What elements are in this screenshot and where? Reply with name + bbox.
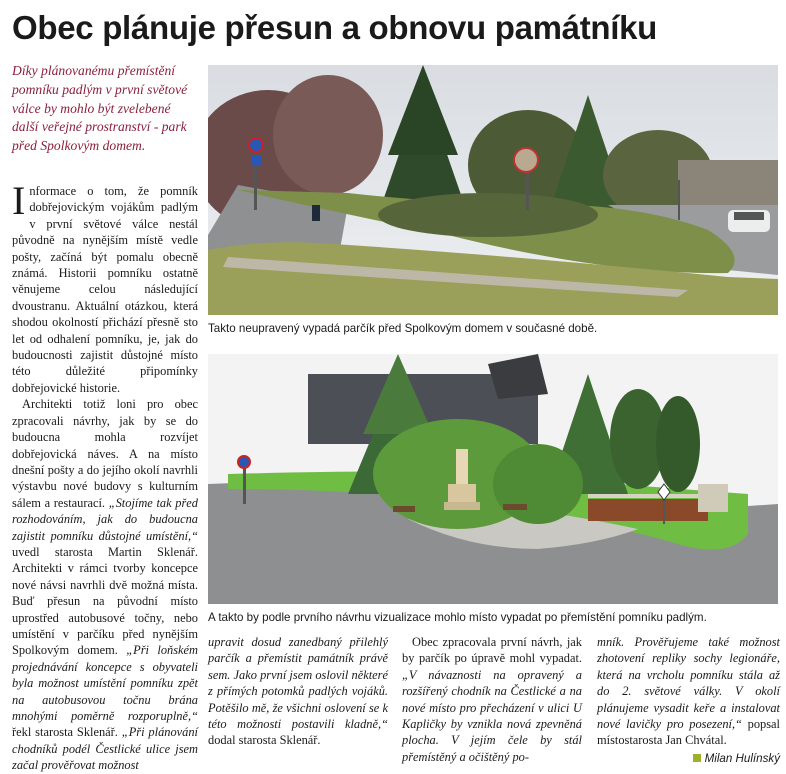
caption-photo-2: A takto by podle prvního návrhu vizualizace mohlo místo vypadat po přemístění pomníku padlým.	[208, 611, 707, 624]
quote-run: upravit dosud zanedbaný přilehlý parčík a přemístit památník právě sem. Jako první jsem oslovil některé z přímých potomků padlých vojáků. Potěšilo mě, že všichni oslovení se k této možnosti postavili kladně,“	[208, 635, 388, 732]
quote-run: „Stojíme tak před rozhodováním, jak do budoucna zajistit pomníku důstojné umístění,“	[12, 495, 198, 543]
text-run: Obec zpracovala první návrh, jak by parčík po úpravě mohl vypadat.	[402, 635, 582, 666]
author-byline	[597, 751, 780, 767]
drop-cap: I	[12, 178, 26, 223]
article-column-4	[597, 634, 780, 767]
quote-run: „Při plánování chodníků podél Čestlické ulice jsem začal prověřovat možnost	[12, 725, 198, 773]
article-column-2	[208, 634, 388, 749]
author-name: Milan Hulínský	[704, 751, 780, 765]
paragraph-3	[402, 634, 582, 765]
paragraph-2	[12, 396, 198, 773]
photo-current-park	[208, 65, 778, 315]
quote-run: mník. Prověřujeme také možnost zhotovení repliky sochy legionáře, která na vrcholu pomníku stála až do 2. světové války. V okolí plánujeme vysadit keře a instalovat nové lavičky pro posezení,“	[597, 635, 780, 732]
byline-square-icon	[693, 754, 701, 762]
article-column-1	[12, 178, 198, 774]
text-run: řekl starosta Sklenář.	[12, 725, 122, 740]
photo-visualization	[208, 354, 778, 604]
quote-run: „V návaznosti na opravený a rozšířený chodník na Čestlické a na nové místo pro přecházení v ulici U Kapličky by vznikla nová zpevněná plocha. V jejím čele by stál přemístěný a očištěný po-	[402, 667, 582, 764]
article-column-3	[402, 634, 582, 765]
paragraph-1: nformace o tom, že pomník dobřejovickým vojákům padlým v první světové válce nestál původně na nynějším místě vedle pošty, začíná být pomalu obecně známá. Historii pomníku ostatně věnujeme celou následující dvoustranu. Aktuální otázkou, která shodou okolností přichází přesně sto let od odhalení pomníku, je, jak do budoucnosti zajistit důstojné místo této důležité připomínky dobřejovické historie.	[12, 184, 198, 395]
headline: Obec plánuje přesun a obnovu památníku	[12, 9, 658, 46]
lead-paragraph: Díky plánovanému přemístění pomníku padlým v první světové válce by mohlo být zvelebené další veřejné prostranství - park před Spolkovým domem.	[12, 63, 188, 154]
paragraph-continuation	[597, 634, 780, 749]
text-run: uvedl starosta Martin Sklenář. Architekti v rámci tvorby koncepce nové návsi navrhli dvě možná místa. Buď přesun na původní místo uprostřed autobusové točny, nebo umístění v parčíku před nynějším Spolkovým domem.	[12, 544, 198, 658]
caption-photo-1: Takto neupravený vypadá parčík před Spolkovým domem v současné době.	[208, 322, 598, 335]
text-run: dodal starosta Sklenář.	[208, 733, 321, 748]
text-run: Architekti totiž loni pro obec zpracovali návrhy, jak by se do budoucna mohla rozvíjet dobřejovická náves. A na místo dnešní pošty a do jejího okolí navrhli výstavbu nové budovy s kulturním sálem a restaurací.	[12, 397, 198, 510]
quote-run: „Při loňském projednávání koncepce s obyvateli byla možnost umístění pomníku zpět na autobusovou točnu brána mnohými poměrně rozporuplně,“	[12, 643, 198, 723]
paragraph-continuation	[208, 634, 388, 749]
text-run: popsal místostarosta Jan Chvátal.	[597, 717, 780, 748]
